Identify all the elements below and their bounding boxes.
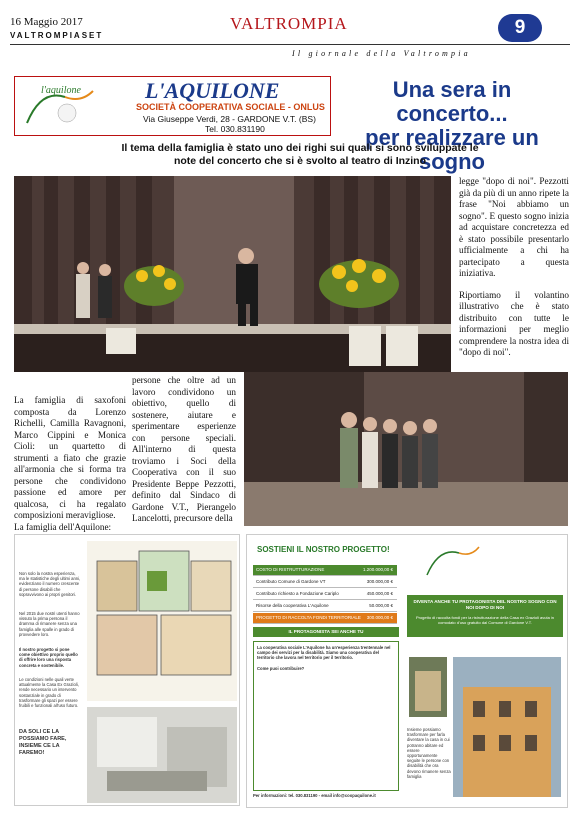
funding-table xyxy=(253,565,399,623)
flyer-banner xyxy=(407,595,563,637)
brand-name: VALTROMPIASET xyxy=(10,31,104,40)
tagline: Il giornale della Valtrompia xyxy=(292,49,471,58)
flyer-highlight: IL PROTAGONISTA SEI ANCHE TU xyxy=(253,627,399,637)
article-paragraph: persone che oltre ad un lavoro condividono un obiettivo, quello di sostenere, aiutare e sperimentare esperienze con persone speciali. All'interno di questa troviamo i Soci della Cooperativa con il suo Presidente Beppe Pezzotti, definito dal Sindaco di Gardone V.T., Pierangelo Lancelotti, precursore della xyxy=(132,375,236,523)
flyer-footer: Per informazioni: tel. 030.831190 - email info@coopaquilone.it xyxy=(253,793,376,798)
article-paragraph: La famiglia dell'Aquilone: xyxy=(14,521,112,532)
article-paragraph: La famiglia di saxofoni composta da Lorenzo Richelli, Camilla Ravagnoni, Marco Cippini e Monica Cioli: un quartetto di strumenti a fiato che grazie all'armonia che si forma tra persone che condividono passione ed amore per qualcosa, ci ha regalato composizioni meravigliose. xyxy=(14,395,126,520)
ad-address: Via Giuseppe Verdi, 28 - GARDONE V.T. (BS) xyxy=(143,114,316,124)
flyer-text: Le condizioni nelle quali verte attualmente la Casa Ex Grazioli, rende necessario un intervento sostanziale in grado di trasformare gli spazi per essere fruibili e funzionali all'uso futuro. xyxy=(19,677,79,709)
logo-text: l'aquilone xyxy=(41,85,81,96)
article-paragraph: Riportiamo il volantino illustrativo che è stato distribuito con tutte le informazioni per meglio comprendere la nostra idea di "dopo di noi". xyxy=(459,289,569,357)
aquilone-logo xyxy=(21,83,101,129)
ad-phone: Tel. 030.831190 xyxy=(205,124,265,134)
floorplan-drawing xyxy=(87,541,237,701)
funding-row: Risorse della cooperativa L'Aquilone 50.000,00 € xyxy=(253,601,397,612)
flyer-slogan: DA SOLI CE LA POSSIAMO FARE, INSIEME CE LA FAREMO! xyxy=(19,729,67,756)
flyer-banner-title: DIVENTA ANCHE TU PROTAGONISTA DEL NOSTRO SOGNO CON NOI DOPO DI NOI xyxy=(413,599,557,610)
flyer-text: La cooperativa sociale L'Aquilone ha un'esperienza trentennale nel campo dei servizi per la disabilità. Siamo una cooperativa del territorio che lavora nel territorio per il territorio. xyxy=(257,645,391,661)
flyer-text: Nel 2015 due nostri utenti hanno vissuto la prima persona il dramma di rimanere senza una famiglia alle spalle in grado di provvedere loro. xyxy=(19,611,80,637)
flyer-banner-text: Progetto di raccolta fondi per la ristrutturazione della Casa ex Grazioli avuta in comodato d'uso gratuito dal Comune di Gardone V.T. xyxy=(415,615,555,625)
funding-row: PROGETTO DI RACCOLTA FONDI TERRITORIALE 300.000,00 € xyxy=(253,613,397,624)
advertisement-box xyxy=(14,76,331,136)
flyer-title: SOSTIENI IL NOSTRO PROGETTO! xyxy=(257,545,390,554)
flyer-text: Insieme possiamo trasformare per farla diventare la casa in cui potranno abitare ed essere opportunamente seguite le persone con disabilità che ora devono rimanere senza famiglia xyxy=(407,727,451,779)
article-column-left xyxy=(14,395,126,543)
flyer-floorplan xyxy=(14,534,240,806)
issue-date: 16 Maggio 2017 xyxy=(10,16,83,28)
article-paragraph: legge "dopo di noi". Pezzotti già da più di un anno ripete la frase "Noi abbiamo un sogno". E questo sogno inizia ad acquistare concretezza ed è stato possibile presentarlo ufficialmente a chi ha partecipato a questa iniziativa. xyxy=(459,176,569,278)
interior-render xyxy=(87,707,237,803)
article-column-right xyxy=(459,176,569,369)
header-divider xyxy=(10,44,570,45)
building-photo xyxy=(453,657,561,797)
headline-line-2: per realizzare un sogno xyxy=(365,125,539,174)
flyer-text: Come puoi contribuire? xyxy=(257,666,305,671)
funding-row: COSTO DI RISTRUTTURAZIONE 1.200.000,00 € xyxy=(253,565,397,576)
ad-company-type: SOCIETÀ COOPERATIVA SOCIALE - ONLUS xyxy=(136,102,325,112)
section-title: VALTROMPIA xyxy=(230,14,348,33)
article-subheading: Il tema della famiglia è stato uno dei righi sui quali si sono sviluppate le note del concerto che si è svolto al teatro di Inzino xyxy=(121,142,479,167)
audience-photo xyxy=(244,372,568,526)
aquilone-logo xyxy=(423,541,483,581)
flyer-text: Il nostro progetto si pone come obiettivo proprio quello di offrire loro una risposta concreta e sostenibile. xyxy=(19,647,78,668)
funding-row: Contributo Comune di Gardone VT 300.000,00 € xyxy=(253,577,397,588)
concert-stage-photo xyxy=(14,176,451,372)
page-number-badge: 9 xyxy=(498,14,542,42)
flyer-text: Non solo la nostra esperienza, ma le statistiche degli ultimi anni, evidenziano il numero crescente di persone disabili che sopravvivono ai propri genitori. xyxy=(19,571,81,597)
article-column-middle xyxy=(132,375,236,535)
headline-line-1: Una sera in concerto... xyxy=(392,77,512,126)
flyer-fundraising xyxy=(246,534,568,808)
flyer-info-box xyxy=(253,641,399,791)
funding-row: Contributo richiesto a Fondazione Cariplo 450.000,00 € xyxy=(253,589,397,600)
house-photo xyxy=(409,657,447,717)
ad-company-name: L'AQUILONE xyxy=(145,78,280,103)
